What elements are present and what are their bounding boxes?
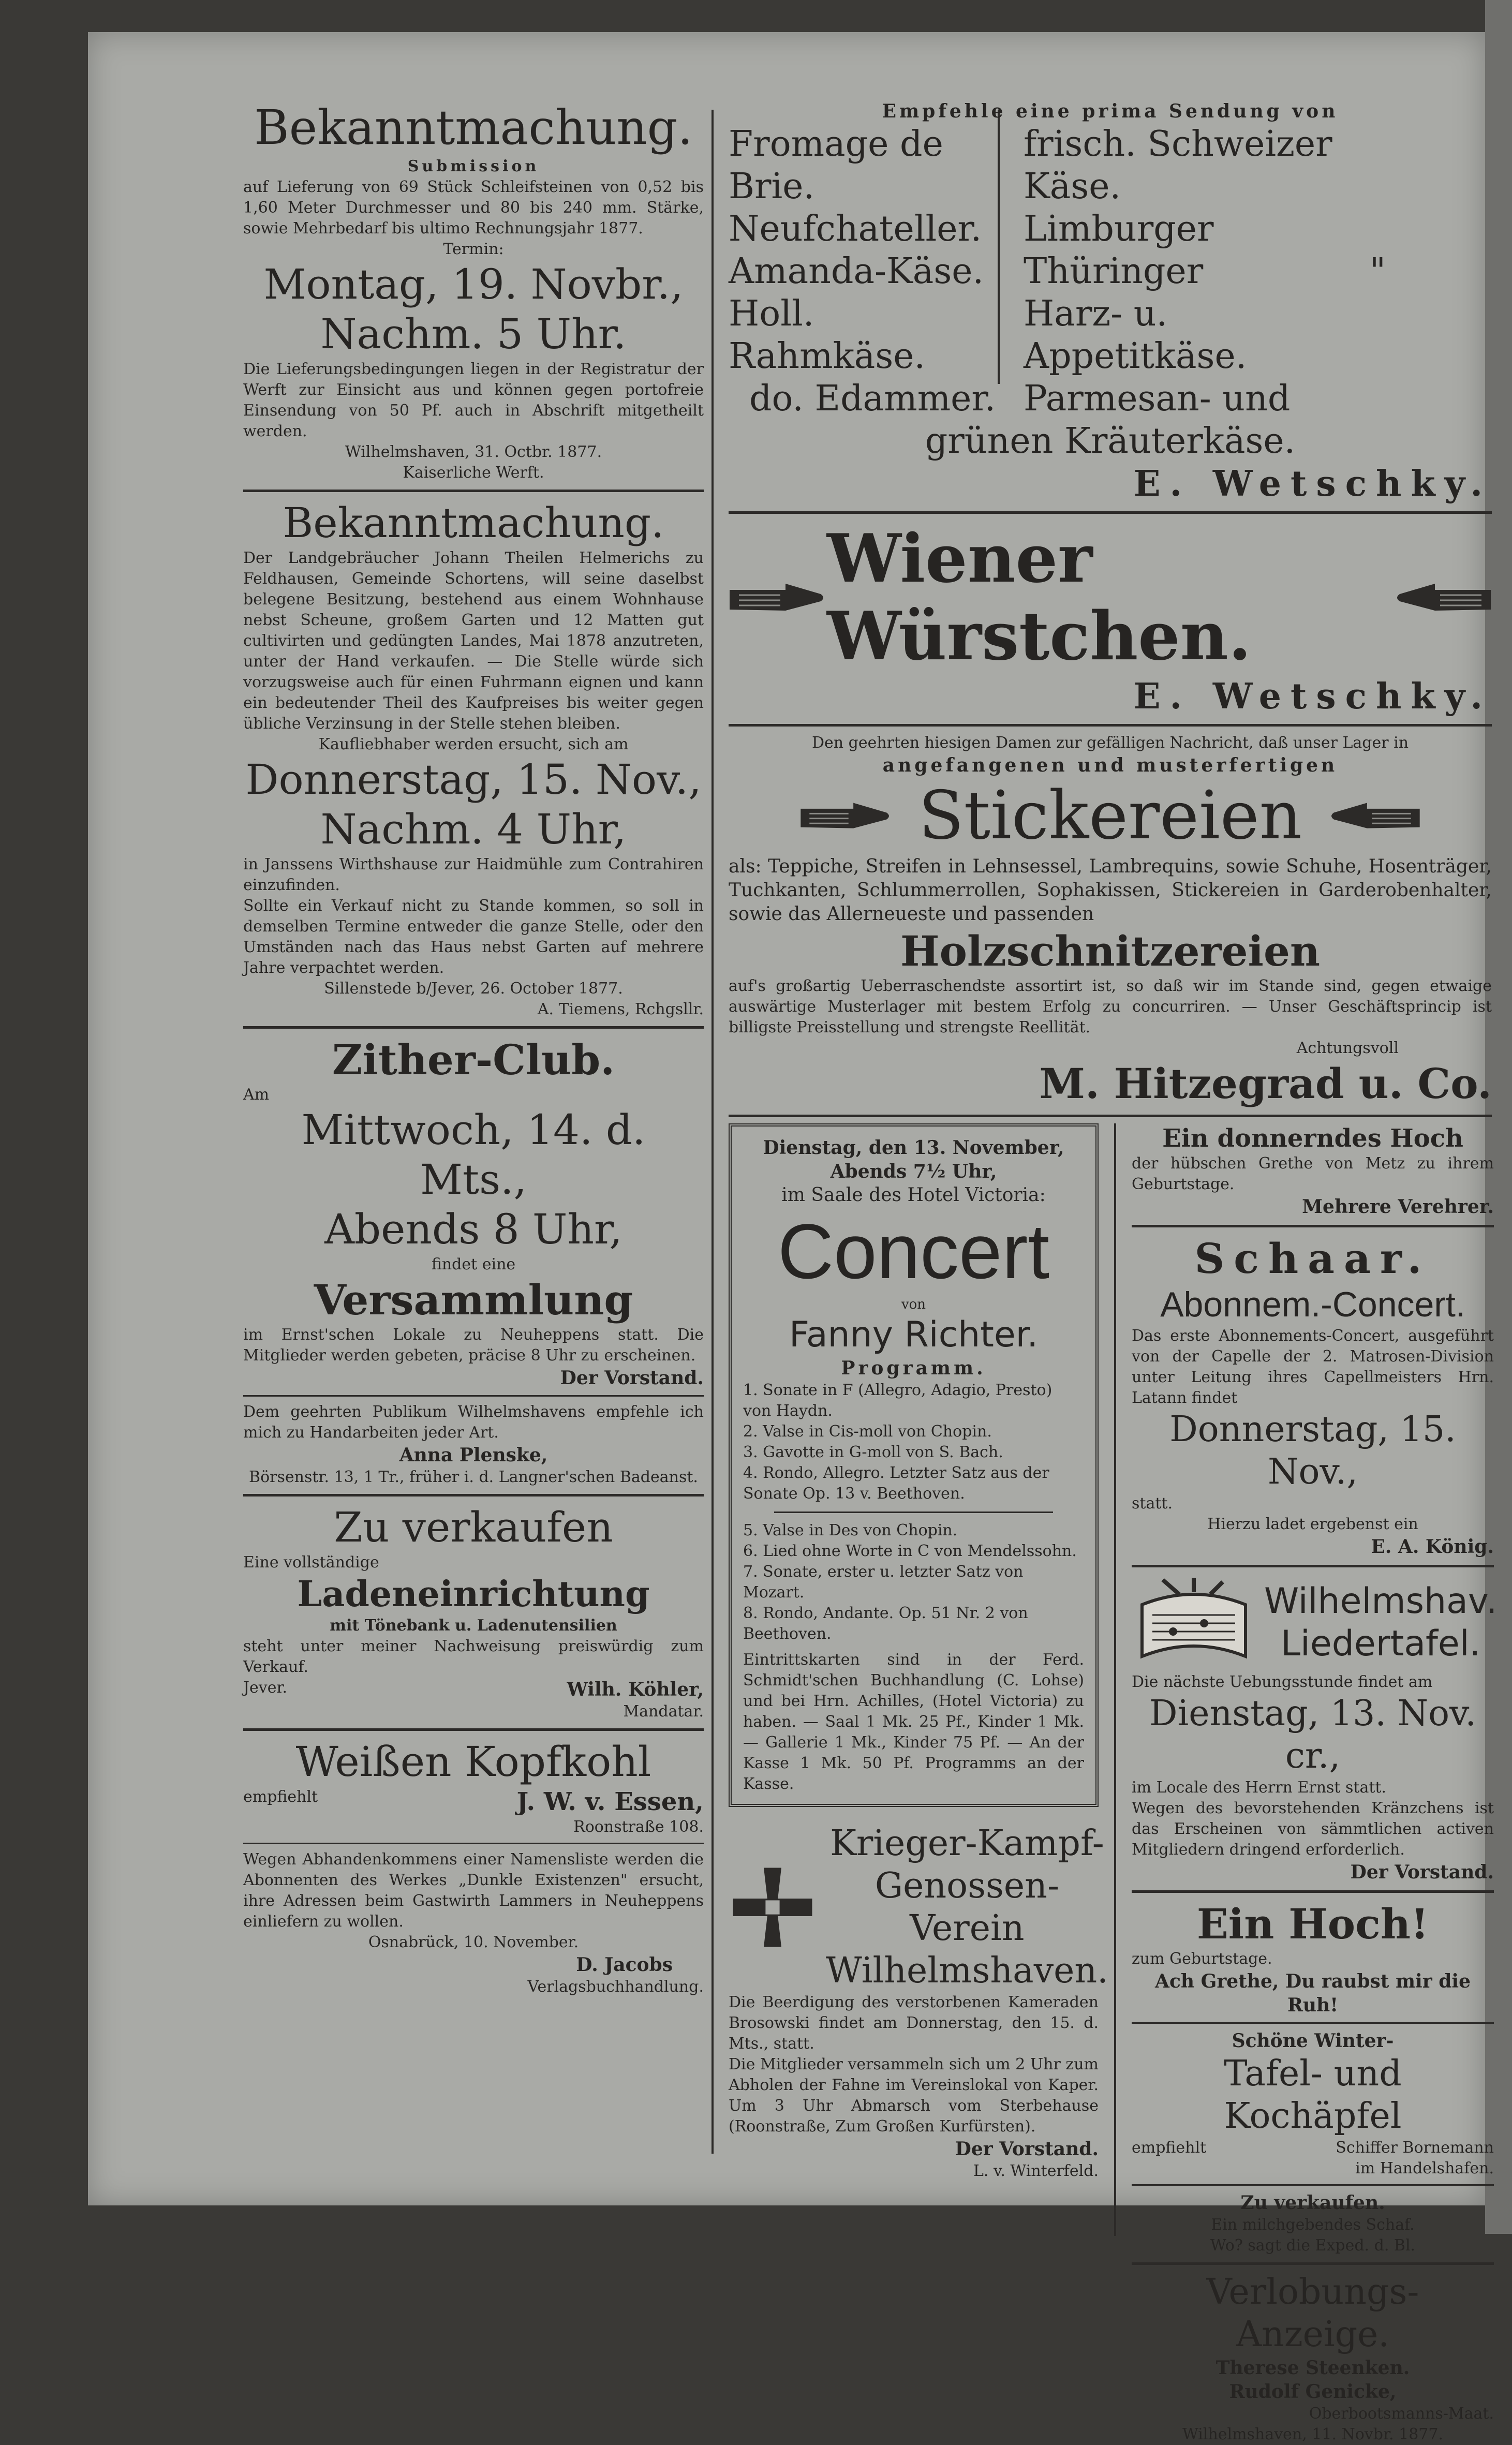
cheese-row [1024,250,1386,293]
cheese-item: Fromage de Brie. [729,124,943,207]
program-item: 1. Sonate in F (Allegro, Adagio, Presto) von Haydn. [743,1381,1053,1420]
wurst-title: Wiener Würstchen. [827,520,1252,675]
schaar-date: Donnerstag, 15. Nov., [1169,1409,1456,1492]
schaar-title: Schaar. [1194,1234,1431,1283]
cheese-item: Harz- u. Appetitkäse. [1024,293,1247,377]
schaf-text2: Wo? sagt die Exped. d. Bl. [1210,2236,1416,2255]
ad-row [243,1787,704,1817]
ad-addr: Roonstraße 108. [573,1818,704,1836]
ad-text: Wegen Abhandenkommens einer Namensliste werden die Abonnenten des Werkes „Dunkle Existenzen" ersucht, ihre Adressen beim Gastwirth Lammers in Neuheppens einliefern zu wollen. [243,1850,704,1931]
hoch2-text2: Ach Grethe, Du raubst mir die Ruh! [1155,1970,1471,2016]
pointing-hand-icon [1328,799,1421,833]
ad-am: Am [243,1086,270,1104]
divider [729,1115,1492,1117]
ad-title: Bekanntmachung. [283,499,664,547]
schaar-sign: E. A. König. [1371,1536,1494,1558]
stick-body: als: Teppiche, Streifen in Lehnsessel, Lambrequins, sowie Schuhe, Hosenträger, Tuchkanten, Schlummerrollen, Sophakissen, Stickereien in Garderobenhalter, sowie das Allerneueste und passenden [729,856,1492,925]
pointing-hand-icon [729,580,827,616]
ad-plenske [243,1402,704,1488]
ad-title: Zu verkaufen [334,1503,613,1551]
pointing-hand-icon [1394,580,1492,616]
hoch-title: Ein donnerndes Hoch [1162,1124,1463,1153]
column-right [729,99,1498,2445]
ad-item: Ladeneinrichtung [297,1574,650,1615]
ad-theilen [243,498,704,1020]
ad-sign: Wilh. Köhler, [567,1679,704,1700]
apfel-name: Schiffer Bornemann [1336,2139,1494,2157]
concert-von: von [901,1297,926,1312]
divider [1132,1890,1494,1893]
ad-place: Wilhelmshaven, 31. Octbr. 1877. [345,443,602,461]
ad-title: Bekanntmachung. [254,100,693,155]
stick-greet: Achtungsvoll [1296,1039,1399,1057]
cheese-lists [729,123,1492,420]
lower-right [1132,1123,1498,2445]
program-item: 5. Valse in Des von Chopin. [743,1521,958,1539]
schaar-sub: Abonnem.-Concert. [1160,1285,1465,1324]
cheese-right [998,123,1386,420]
divider [1132,2022,1494,2024]
divider [243,1026,704,1029]
ad-ein-hoch [1132,1899,1494,2017]
ad-event: Versammlung [314,1276,633,1324]
ad-date: Donnerstag, 15. Nov., [245,755,702,804]
ad-donnerndes-hoch [1132,1123,1494,1219]
program-item: 8. Rondo, Andante. Op. 51 Nr. 2 von Beethoven. [743,1604,1028,1643]
ad-title: Zither-Club. [332,1035,615,1084]
verl-name1: Therese Steenken. [1215,2357,1410,2379]
program-item: 2. Valse in Cis-moll von Chopin. [743,1422,992,1441]
cheese-last: grünen Kräuterkäse. [925,421,1296,462]
divider [243,490,704,492]
ad-laden [243,1503,704,1722]
lieder-date: Dienstag, 13. Nov. cr., [1149,1693,1476,1776]
concert-title: Concert [777,1208,1050,1295]
stick-title2: Holzschnitzereien [900,927,1320,975]
ad-title: Weißen Kopfkohl [295,1738,651,1786]
column-left [243,99,704,1997]
lieder-text3: Wegen des bevorstehenden Kränzchens ist das Erscheinen von sämmtlichen activen Mitgliedern dringend erforderlich. [1132,1799,1494,1859]
stick-intro2: angefangenen und musterfertigen [882,754,1338,776]
schaf-text: Ein milchgebendes Schaf. [1211,2216,1415,2234]
column-rule [711,110,714,2154]
divider [243,1395,704,1397]
concert-date: Dienstag, den 13. November, [763,1137,1064,1159]
lower-left [729,1123,1108,2445]
ad-kopfkohl [243,1737,704,1838]
ad-termin: Termin: [443,240,504,258]
divider [729,511,1492,514]
ad-text: Die Lieferungsbedingungen liegen in der Registratur der Werft zur Einsicht aus und können gegen portofreie Einsendung von 50 Pf. auch in Abschrift mitgetheilt werden. [243,360,704,440]
cheese-item: Holl. Rahmkäse. [729,293,926,377]
stick-title: Stickereien [918,777,1302,854]
ad-time: Abends 8 Uhr, [324,1205,622,1253]
schaar-text: Das erste Abonnements-Concert, ausgeführt von der Capelle der 2. Matrosen-Division unter Leitung ihres Capellmeisters Hrn. Latann findet [1132,1327,1494,1407]
stick-sign: M. Hitzegrad u. Co. [1039,1059,1492,1108]
ad-empf: empfiehlt [243,1788,318,1806]
ad-text2: Sollte ein Verkauf nicht zu Stande kommen, so soll in demselben Termine entweder die ganze Stelle, oder den Umständen nach das Haus nebst Garten auf mehrere Jahre verpachtet werden. [243,897,704,977]
krieger-title: Krieger-Kampf-Genossen-Verein Wilhelmshaven. [826,1823,1108,1991]
schaar-statt: statt. [1132,1494,1173,1513]
ad-place: Osnabrück, 10. November. [368,1933,579,1951]
ad-place: Jever. [243,1679,288,1697]
hoch-sign: Mehrere Verehrer. [1302,1196,1494,1218]
divider [1132,2262,1494,2265]
verl-name3: Oberbootsmanns-Maat. [1309,2405,1494,2423]
sub-column-rule [1114,1123,1116,2236]
ad-text: steht unter meiner Nachweisung preiswürdig zum Verkauf. [243,1637,704,1676]
ad-item2: mit Tönebank u. Ladenutensilien [330,1617,617,1635]
ad-sign: A. Tiemens, Rchgsllr. [537,1000,704,1018]
wurst-sign: E. Wetschky. [1133,676,1492,717]
concert-time: Abends 7½ Uhr, [830,1161,997,1182]
program-item: 3. Gavotte in G-moll von S. Bach. [743,1443,1003,1461]
ad-place: Sillenstede b/Jever, 26. October 1877. [324,980,623,998]
ad-aepfel [1132,2029,1494,2179]
ad-body: Der Landgebräucher Johann Theilen Helmerichs zu Feldhausen, Gemeinde Schortens, will seine daselbst belegene Besitzung, bestehend aus einem Wohnhause nebst Scheune, großem Garten und 12 Matten gut cultivirten und gedüngten Landes, Mai 1878 anzutreten, unter der Hand verkaufen. — Die Stelle würde sich vorzugsweise auch für einen Fuhrmann eignen und kann ein bedeutender Theil des Kaufpreises bis weiter gegen übliche Verzinsung in der Stelle stehen bleiben. [243,549,704,733]
hoch2-title: Ein Hoch! [1196,1900,1429,1948]
divider [243,1728,704,1731]
apfel-sub: Schöne Winter- [1232,2030,1394,2052]
ad-jacobs [243,1849,704,1997]
iron-cross-icon [729,1863,817,1951]
ad-sub: Eine vollständige [243,1553,379,1572]
ad-date: Montag, 19. Novbr., [263,260,684,308]
stick-body2: auf's großartig Ueberraschendste assortirt ist, so daß wir im Stande sind, gegen etwaige auswärtige Musterlager mit bestem Erfolg zu concurriren. — Unser Geschäftsprincip ist billigste Preisstellung und strengste Reellität. [729,977,1492,1036]
program-item: 4. Rondo, Allegro. Letzter Satz aus der Sonate Op. 13 v. Beethoven. [743,1464,1049,1503]
ad-verlobung [1132,2271,1494,2445]
ad-text: in Janssens Wirthshause zur Haidmühle zum Contrahiren einzufinden. [243,855,704,894]
ad-sign2: Mandatar. [623,1702,704,1721]
program-item: 7. Sonate, erster u. letzter Satz von Mozart. [743,1563,1024,1602]
apfel-place: im Handelshafen. [1355,2159,1494,2177]
ad-time: Nachm. 5 Uhr. [320,310,627,358]
verl-title: Verlobungs-Anzeige. [1206,2272,1419,2355]
stick-title-row [729,777,1492,855]
cheese-left [729,123,998,420]
pointing-hand-icon [799,799,893,833]
ad-name: Anna Plenske, [399,1444,548,1466]
cheese-item: Parmesan- und [1024,378,1291,419]
ad-sign: Der Vorstand. [560,1367,704,1389]
ad-werft [243,99,704,483]
newspaper-page [88,32,1498,2443]
ad-wurst [729,520,1492,718]
ad-subtitle: Submission [407,157,540,175]
concert-tickets: Eintrittskarten sind in der Ferd. Schmidt'schen Buchhandlung (C. Lohse) und bei Hrn. Achilles, (Hotel Victoria) zu haben. — Saal 1 Mk. 25 Pf., Kinder 1 Mk. — Gallerie 1 Mk., Kinder 75 Pf. — An der Kasse 1 Mk. 50 Pf. Programms an der Kasse. [743,1651,1084,1793]
cheese-sign: E. Wetschky. [1133,463,1492,505]
apfel-title: Tafel- und Kochäpfel [1224,2053,1402,2137]
ad-concert [729,1123,1099,1807]
wurst-title-row [729,520,1492,675]
ad-schaar [1132,1234,1494,1559]
verl-name2: Rudolf Genicke, [1229,2381,1397,2403]
ad-findet: findet eine [431,1255,516,1273]
ad-sign2: Verlagsbuchhandlung. [527,1978,704,1996]
ad-schaf [1132,2191,1494,2256]
ad-liedertafel [1132,1574,1498,1884]
ad-body: auf Lieferung von 69 Stück Schleifsteinen von 0,52 bis 1,60 Meter Durchmesser und 80 bis 240 mm. Stärke, sowie Mehrbedarf bis ultimo Rechnungsjahr 1877. [243,178,704,238]
verl-place: Wilhelmshaven, 11. Novbr. 1877. [1182,2425,1444,2443]
ad-cheese [729,99,1492,505]
krieger-text: Die Beerdigung des verstorbenen Kameraden Brosowski findet am Donnerstag, den 15. d. Mts., statt. [729,1993,1099,2053]
schaf-title: Zu verkaufen. [1240,2192,1385,2214]
ad-stickereien [729,733,1492,1108]
apfel-row [1132,2138,1494,2158]
krieger-head [729,1822,1108,1992]
cheese-item: Amanda-Käse. [729,251,984,292]
krieger-sign2: L. v. Winterfeld. [973,2162,1099,2180]
ad-name: J. W. v. Essen, [516,1787,704,1816]
divider [1132,1225,1494,1227]
ad-invite: Kaufliebhaber werden ersucht, sich am [318,735,629,753]
ditto-mark: " [1369,251,1386,292]
program-divider [774,1512,1053,1513]
lieder-head [1132,1574,1498,1672]
cheese-item: Thüringer [1024,251,1204,292]
ad-sign: D. Jacobs [576,1954,673,1976]
ad-sign: Kaiserliche Werft. [403,464,544,482]
krieger-text2: Die Mitglieder versammeln sich um 2 Uhr zum Abholen der Fahne im Vereinslokal von Kaper. Um 3 Uhr Abmarsch vom Sterbehause (Roonstraße, Zum Großen Kurfürsten). [729,2055,1099,2136]
cheese-item: Neufchateller. [729,209,982,249]
krieger-sign: Der Vorstand. [955,2138,1099,2160]
divider [243,1843,704,1844]
ad-footer [243,1678,704,1701]
cheese-item: Limburger [1024,209,1214,249]
ad-date: Mittwoch, 14. d. Mts., [301,1106,646,1204]
ad-addr: Börsenstr. 13, 1 Tr., früher i. d. Langner'schen Badeanst. [249,1468,698,1486]
schaar-invite: Hierzu ladet ergebenst ein [1207,1515,1418,1533]
divider [729,724,1492,727]
hoch-text: der hübschen Grethe von Metz zu ihrem Geburtstage. [1132,1154,1494,1193]
lieder-text: Die nächste Uebungsstunde findet am [1132,1673,1433,1691]
lower-split [729,1123,1498,2445]
ad-zither [243,1035,704,1390]
ad-krieger [729,1822,1108,2182]
divider [1132,1565,1494,1567]
apfel-empf: empfiehlt [1132,2139,1207,2157]
cheese-item: frisch. Schweizer Käse. [1024,124,1332,207]
sheet-music-icon [1132,1574,1256,1672]
ad-text: im Ernst'schen Lokale zu Neuheppens statt. Die Mitglieder werden gebeten, präcise 8 Uhr zu erscheinen. [243,1326,704,1365]
cheese-header: Empfehle eine prima Sendung von [882,100,1339,122]
hoch2-text: zum Geburtstage. [1132,1950,1272,1968]
program-item: 6. Lied ohne Worte in C von Mendelssohn. [743,1542,1077,1560]
ad-time: Nachm. 4 Uhr, [320,805,627,853]
stick-intro: Den geehrten hiesigen Damen zur gefälligen Nachricht, daß unser Lager in [811,734,1409,752]
divider [243,1494,704,1496]
lieder-title: Wilhelmshav. Liedertafel. [1264,1581,1498,1664]
concert-place: im Saale des Hotel Victoria: [781,1184,1046,1206]
divider [1132,2184,1494,2186]
concert-artist: Fanny Richter. [789,1314,1039,1355]
concert-prog: Programm. [841,1357,986,1379]
ad-text: Dem geehrten Publikum Wilhelmshavens empfehle ich mich zu Handarbeiten jeder Art. [243,1403,704,1442]
lieder-text2: im Locale des Herrn Ernst statt. [1132,1779,1387,1797]
cheese-item: do. Edammer. [749,378,996,419]
lieder-sign: Der Vorstand. [1350,1861,1494,1883]
